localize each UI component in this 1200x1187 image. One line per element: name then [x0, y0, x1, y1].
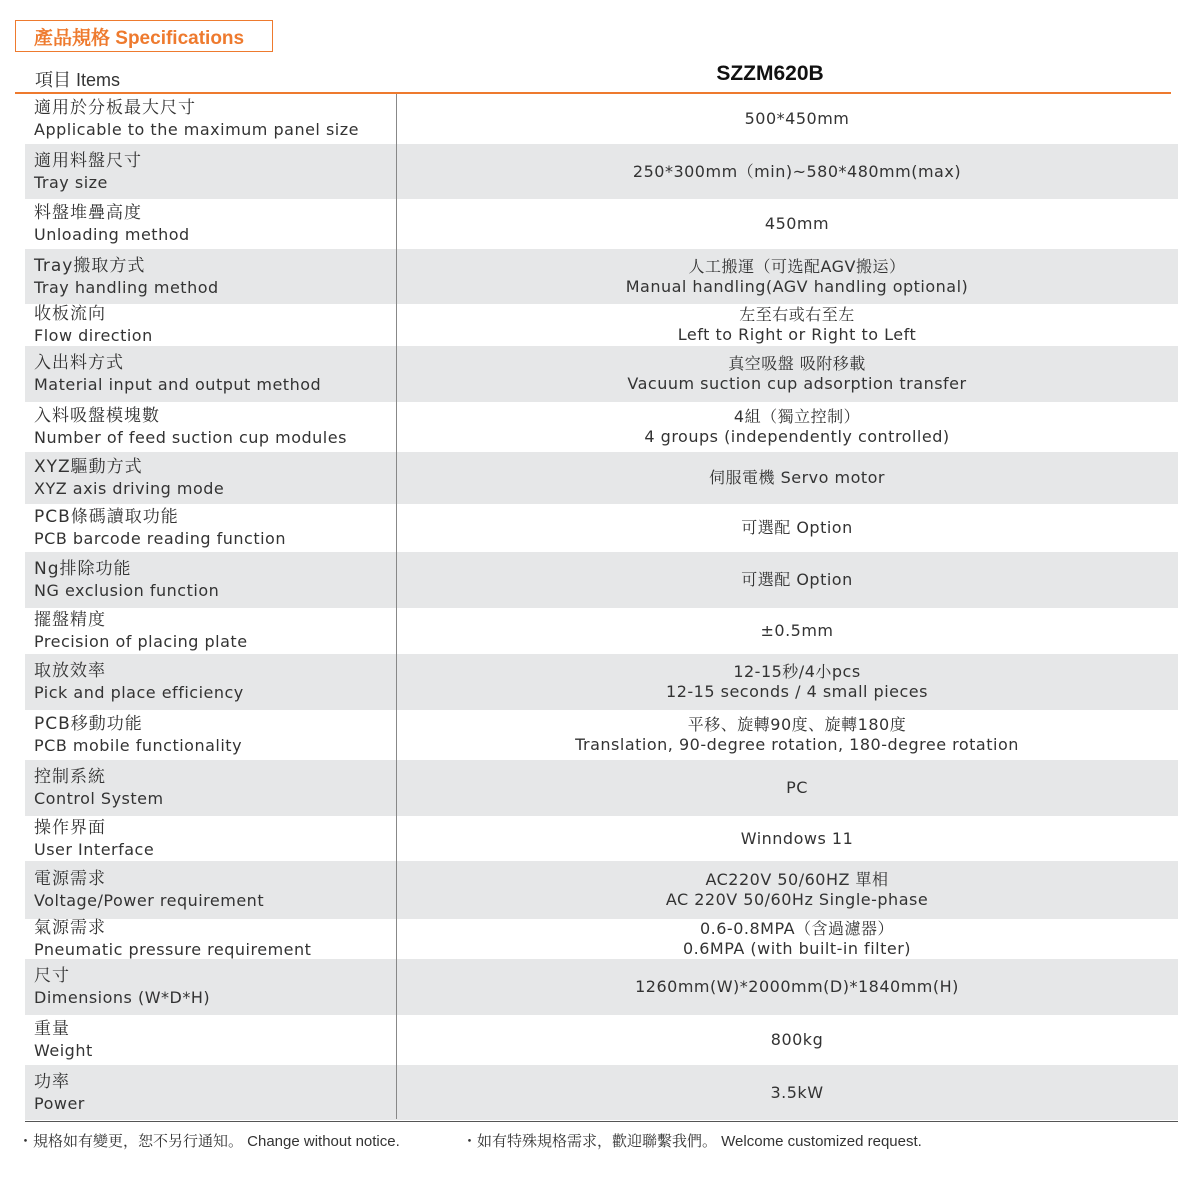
spec-row	[25, 608, 1178, 654]
spec-row	[25, 346, 1178, 402]
items-column-header: 項目 Items	[35, 70, 121, 90]
spec-value: 3.5kW	[770, 1082, 824, 1102]
spec-value: 人工搬運（可选配AGV搬运） Manual handling(AGV handling optional)	[625, 256, 969, 296]
spec-row	[25, 1065, 1178, 1120]
spec-row	[25, 1015, 1178, 1065]
spec-label: 適用料盤尺寸 Tray size	[34, 150, 142, 192]
spec-label: PCB條碼讀取功能 PCB barcode reading function	[34, 507, 286, 548]
spec-value: 平移、旋轉90度、旋轉180度 Translation, 90-degree rotation, 180-degree rotation	[575, 715, 1019, 754]
spec-row	[25, 304, 1178, 346]
spec-label: 尺寸 Dimensions (W*D*H)	[34, 966, 211, 1007]
spec-label: 電源需求 Voltage/Power requirement	[34, 869, 265, 910]
spec-label: 適用於分板最大尺寸 Applicable to the maximum panel size	[34, 98, 359, 139]
spec-value: PC	[786, 778, 808, 797]
spec-value: 可選配 Option	[741, 570, 853, 589]
spec-row	[25, 959, 1178, 1015]
spec-row	[25, 144, 1178, 199]
spec-label: 收板流向 Flow direction	[34, 304, 153, 345]
spec-value: 500*450mm	[744, 109, 850, 128]
spec-row	[25, 504, 1178, 552]
spec-value: 可選配 Option	[741, 518, 853, 537]
spec-row	[25, 452, 1178, 504]
spec-value: 左至右或右至左 Left to Right or Right to Left	[677, 305, 917, 344]
spec-row	[25, 710, 1178, 760]
spec-label: Ng排除功能 NG exclusion function	[34, 559, 220, 600]
spec-row	[25, 816, 1178, 861]
spec-row	[25, 760, 1178, 816]
footnote-custom-request: ・如有特殊規格需求，歡迎聯繫我們。 Welcome customized request.	[462, 1133, 922, 1150]
spec-value: 12-15秒/4小pcs 12-15 seconds / 4 small pieces	[666, 662, 928, 701]
spec-label: 控制系統 Control System	[34, 767, 164, 808]
spec-value: 4組（獨立控制） 4 groups (independently controlled)	[644, 407, 950, 446]
spec-value: 伺服電機 Servo motor	[708, 468, 886, 487]
spec-row	[25, 249, 1178, 304]
table-bottom-border	[25, 1121, 1178, 1122]
section-title: 產品規格 Specifications	[15, 20, 273, 52]
spec-label: 重量 Weight	[34, 1019, 93, 1060]
spec-label: 功率 Power	[34, 1071, 85, 1113]
spec-row	[25, 199, 1178, 249]
spec-label: Tray搬取方式 Tray handling method	[34, 255, 219, 297]
spec-value: 800kg	[770, 1030, 824, 1049]
column-divider	[396, 94, 397, 1119]
spec-value: 1260mm(W)*2000mm(D)*1840mm(H)	[635, 977, 959, 996]
footnote-change-notice: ・規格如有變更，恕不另行通知。 Change without notice.	[18, 1133, 400, 1150]
spec-label: 入料吸盤模塊數 Number of feed suction cup modules	[34, 406, 347, 447]
spec-label: XYZ驅動方式 XYZ axis driving mode	[34, 457, 225, 498]
spec-label: PCB移動功能 PCB mobile functionality	[34, 714, 243, 755]
spec-row	[25, 654, 1178, 710]
spec-label: 取放效率 Pick and place efficiency	[34, 661, 244, 702]
spec-row	[25, 919, 1178, 959]
spec-value: 450mm	[764, 214, 830, 233]
spec-value: 0.6-0.8MPA（含過濾器） 0.6MPA (with built-in filter)	[682, 919, 912, 958]
spec-row	[25, 94, 1178, 144]
spec-value: AC220V 50/60HZ 單相 AC 220V 50/60Hz Single-phase	[665, 870, 929, 909]
spec-value: 250*300mm（min)~580*480mm(max)	[632, 161, 962, 181]
spec-value: Winndows 11	[740, 828, 854, 848]
model-column-header: SZZM620B	[716, 62, 824, 85]
spec-label: 氣源需求 Pneumatic pressure requirement	[34, 918, 312, 959]
spec-row	[25, 552, 1178, 608]
spec-row	[25, 402, 1178, 452]
spec-label: 擺盤精度 Precision of placing plate	[34, 610, 248, 651]
spec-value: ±0.5mm	[760, 621, 834, 640]
spec-label: 料盤堆疊高度 Unloading method	[34, 203, 190, 244]
spec-label: 操作界面 User Interface	[34, 817, 155, 859]
spec-row	[25, 861, 1178, 919]
spec-label: 入出料方式 Material input and output method	[34, 353, 322, 394]
spec-value: 真空吸盤 吸附移載 Vacuum suction cup adsorption transfer	[627, 354, 967, 393]
